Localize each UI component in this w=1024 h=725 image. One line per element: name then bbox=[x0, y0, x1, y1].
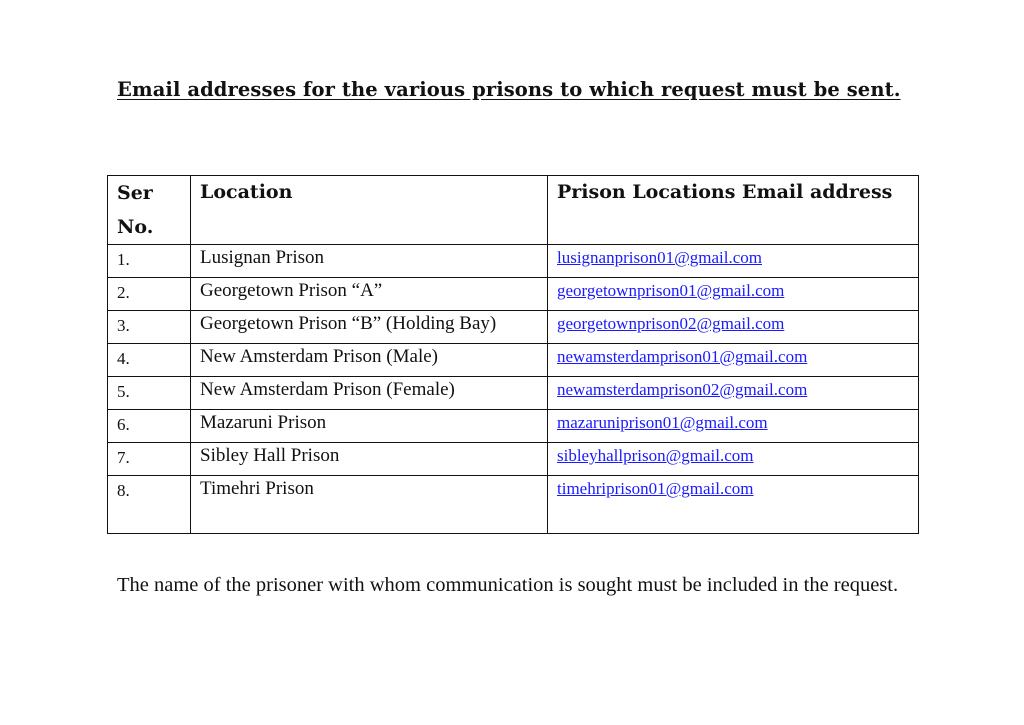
table-row bbox=[108, 377, 919, 410]
table-row bbox=[108, 476, 919, 534]
email-link[interactable]: lusignanprison01@gmail.com bbox=[557, 248, 762, 267]
prison-email-table bbox=[107, 175, 919, 534]
email-link[interactable]: mazaruniprison01@gmail.com bbox=[557, 413, 768, 432]
table-row bbox=[108, 278, 919, 311]
row-location: Mazaruni Prison bbox=[191, 410, 548, 443]
row-email-cell bbox=[548, 245, 919, 278]
row-location: Sibley Hall Prison bbox=[191, 443, 548, 476]
row-location: Timehri Prison bbox=[191, 476, 548, 534]
table-row bbox=[108, 443, 919, 476]
row-ser: 7. bbox=[108, 443, 191, 476]
page-heading: Email addresses for the various prisons to which request must be sent. bbox=[117, 78, 901, 101]
row-email-cell bbox=[548, 410, 919, 443]
row-email-cell bbox=[548, 344, 919, 377]
row-location: Lusignan Prison bbox=[191, 245, 548, 278]
row-ser: 1. bbox=[108, 245, 191, 278]
header-location: Location bbox=[191, 176, 548, 245]
row-email-cell bbox=[548, 443, 919, 476]
header-email: Prison Locations Email address bbox=[548, 176, 919, 245]
row-ser: 3. bbox=[108, 311, 191, 344]
row-email-cell bbox=[548, 377, 919, 410]
table-row bbox=[108, 311, 919, 344]
row-ser: 5. bbox=[108, 377, 191, 410]
table-row bbox=[108, 344, 919, 377]
instruction-note: The name of the prisoner with whom communication is sought must be included in the request. bbox=[117, 574, 899, 596]
row-ser: 8. bbox=[108, 476, 191, 534]
header-ser-line2: No. bbox=[117, 216, 154, 238]
row-location: New Amsterdam Prison (Female) bbox=[191, 377, 548, 410]
table-row bbox=[108, 410, 919, 443]
header-ser-no bbox=[108, 176, 191, 245]
email-link[interactable]: newamsterdamprison01@gmail.com bbox=[557, 347, 808, 366]
table-header-row bbox=[108, 176, 919, 245]
email-link[interactable]: timehriprison01@gmail.com bbox=[557, 479, 754, 498]
row-location: Georgetown Prison “B” (Holding Bay) bbox=[191, 311, 548, 344]
email-link[interactable]: sibleyhallprison@gmail.com bbox=[557, 446, 754, 465]
row-email-cell bbox=[548, 278, 919, 311]
row-email-cell bbox=[548, 476, 919, 534]
email-link[interactable]: georgetownprison01@gmail.com bbox=[557, 281, 785, 300]
row-ser: 6. bbox=[108, 410, 191, 443]
table-row bbox=[108, 245, 919, 278]
header-ser-line1: Ser bbox=[117, 182, 153, 204]
row-ser: 2. bbox=[108, 278, 191, 311]
email-link[interactable]: georgetownprison02@gmail.com bbox=[557, 314, 785, 333]
email-link[interactable]: newamsterdamprison02@gmail.com bbox=[557, 380, 808, 399]
row-location: Georgetown Prison “A” bbox=[191, 278, 548, 311]
row-email-cell bbox=[548, 311, 919, 344]
row-ser: 4. bbox=[108, 344, 191, 377]
row-location: New Amsterdam Prison (Male) bbox=[191, 344, 548, 377]
